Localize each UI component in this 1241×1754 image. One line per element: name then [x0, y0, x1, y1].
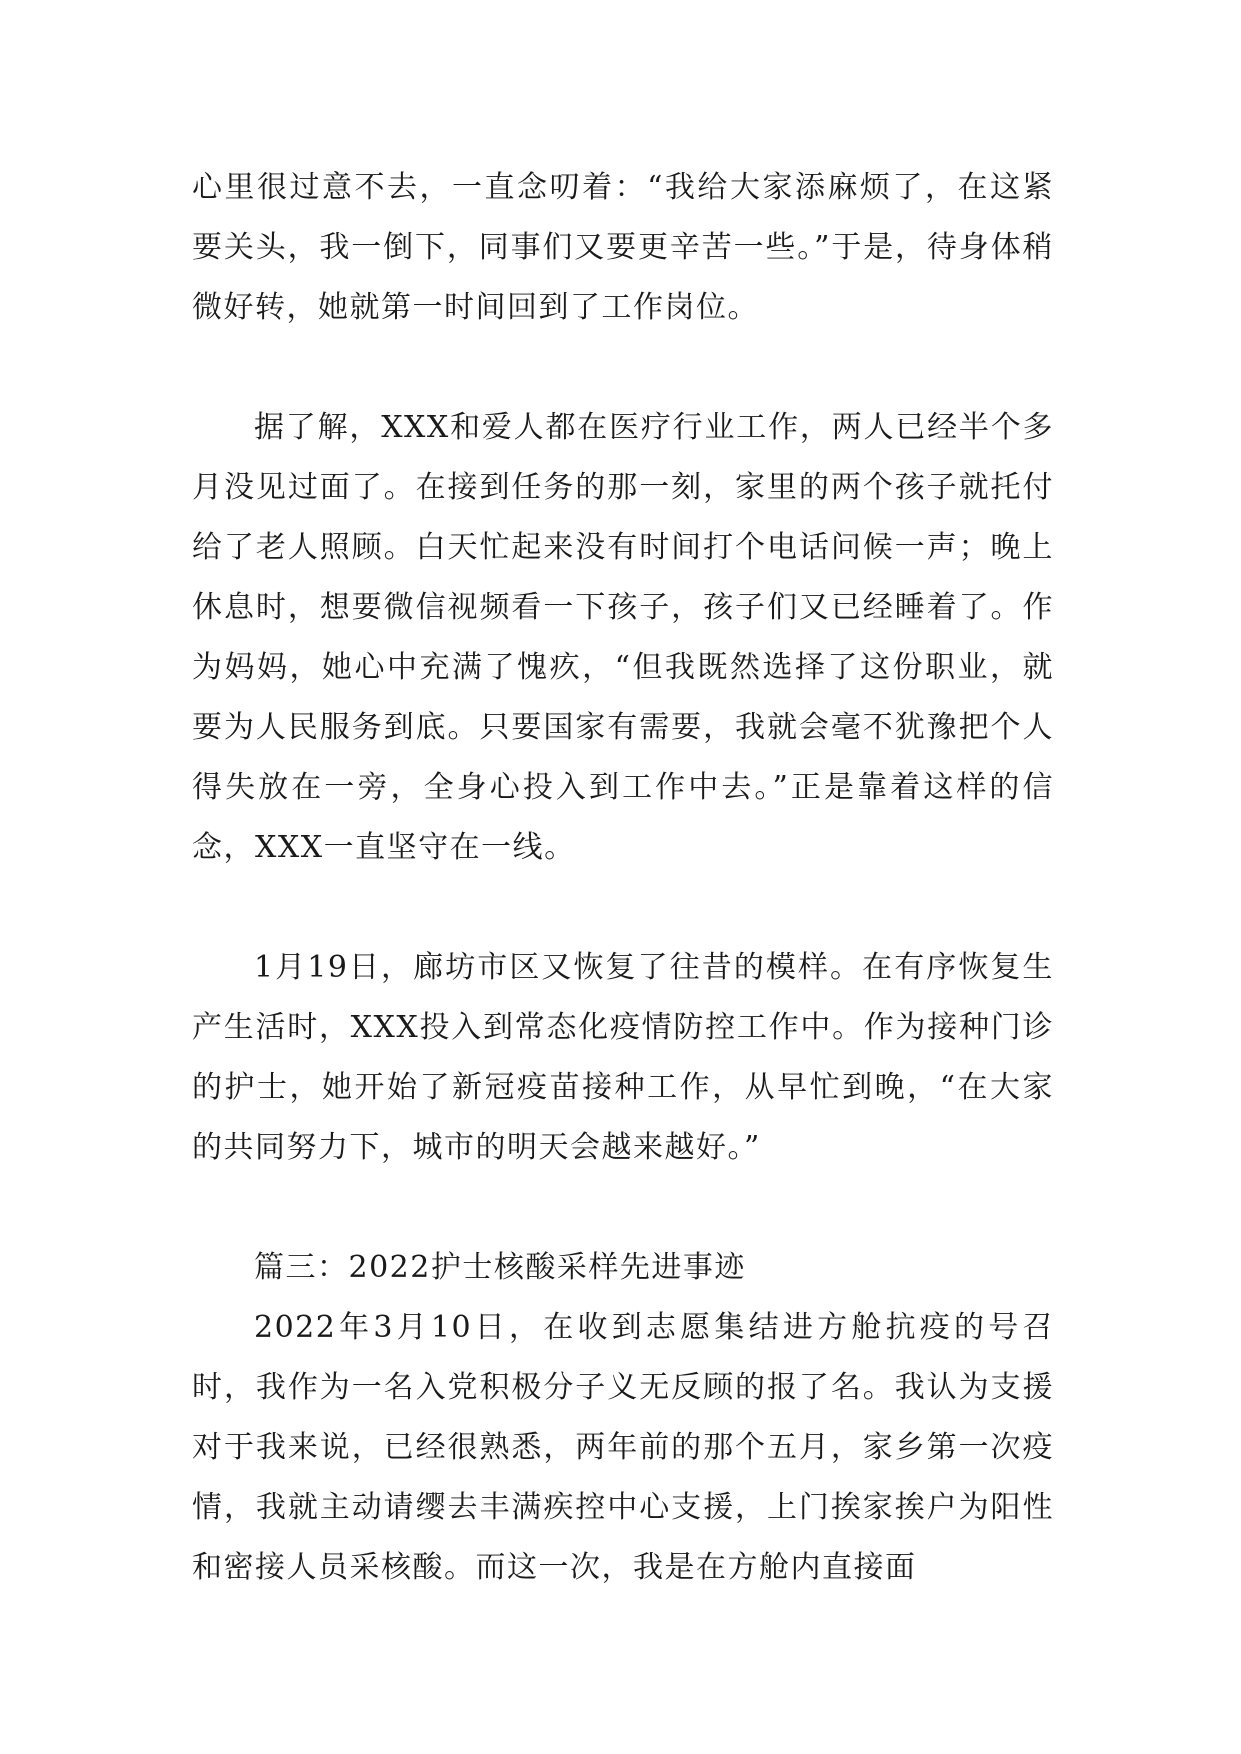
document-page — [192, 158, 1054, 1598]
paragraph-continuation: 心里很过意不去，一直念叨着：“我给大家添麻烦了，在这紧要关头，我一倒下，同事们又要更辛苦一些。”于是，待身体稍微好转，她就第一时间回到了工作岗位。 — [192, 170, 1054, 325]
paragraph-recovery: 1月19日，廊坊市区又恢复了往昔的模样。在有序恢复生产生活时，XXX投入到常态化疫情防控工作中。作为接种门诊的护士，她开始了新冠疫苗接种工作，从早忙到晚，“在大家的共同努力下，城市的明天会越来越好。” — [192, 950, 1054, 1165]
section-heading: 篇三：2022护士核酸采样先进事迹 — [254, 1250, 746, 1285]
paragraph-section-three: 2022年3月10日，在收到志愿集结进方舱抗疫的号召时，我作为一名入党积极分子义无反顾的报了名。我认为支援对于我来说，已经很熟悉，两年前的那个五月，家乡第一次疫情，我就主动请缨去丰满疾控中心支援，上门挨家挨户为阳性和密接人员采核酸。而这一次，我是在方舱内直接面 — [192, 1310, 1054, 1585]
paragraph-family: 据了解，XXX和爱人都在医疗行业工作，两人已经半个多月没见过面了。在接到任务的那一刻，家里的两个孩子就托付给了老人照顾。白天忙起来没有时间打个电话问候一声；晚上休息时，想要微信视频看一下孩子，孩子们又已经睡着了。作为妈妈，她心中充满了愧疚，“但我既然选择了这份职业，就要为人民服务到底。只要国家有需要，我就会毫不犹豫把个人得失放在一旁，全身心投入到工作中去。”正是靠着这样的信念，XXX一直坚守在一线。 — [192, 410, 1054, 865]
